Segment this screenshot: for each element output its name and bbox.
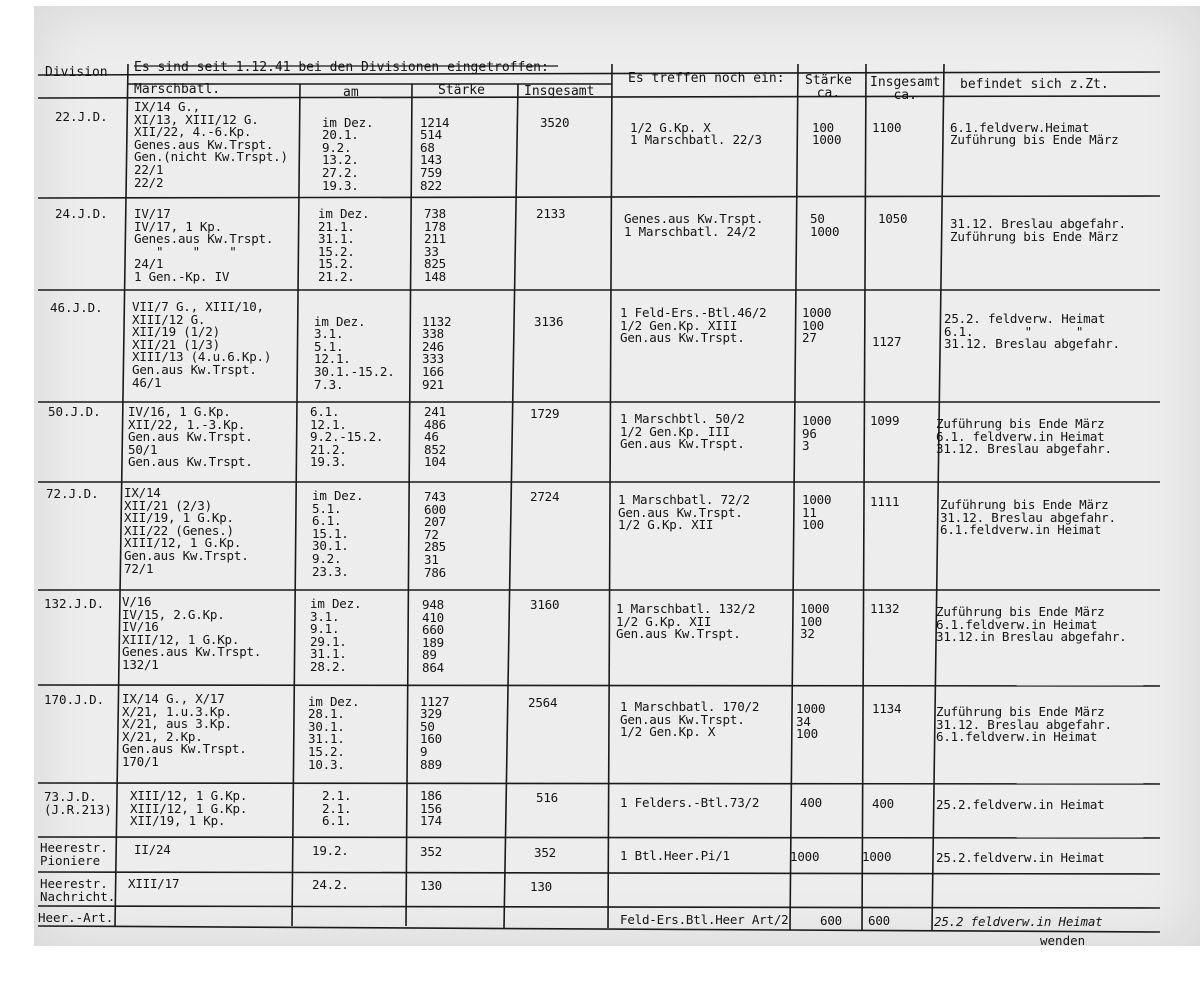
header-befindet: befindet sich z.Zt.: [960, 77, 1109, 92]
row-staerke-ca: 1000 96 3: [802, 413, 832, 454]
row-befindet: Zuführung bis Ende März 31.12. Breslau abgefahr. 6.1.feldverw.in Heimat: [936, 704, 1112, 745]
row-staerke-ca: 1000 11 100: [802, 492, 832, 533]
row-division: 170.J.D.: [44, 692, 105, 707]
row-treffen: 1 Btl.Heer.Pi/1: [620, 848, 730, 863]
row-am: 24.2.: [312, 877, 349, 892]
header-staerke-ca: Stärke ca.: [805, 73, 852, 101]
row-staerke: 241 486 46 852 104: [424, 404, 446, 470]
header-division: Division: [45, 65, 108, 80]
row-marschbatl: IX/14 G., XI/13, XIII/12 G. XII/22, 4.-6.Kp. Genes.aus Kw.Trspt. Gen.(nicht Kw.Trspt.) 22/1 22/2: [134, 99, 288, 190]
row-insgesamt-ca: 1000: [862, 849, 892, 864]
row-division: 24.J.D.: [55, 206, 108, 221]
row-insgesamt: 1729: [530, 406, 560, 421]
row-insgesamt: 2724: [530, 489, 560, 504]
row-staerke: 738 178 211 33 825 148: [424, 206, 446, 284]
row-division: 73.J.D. (J.R.213): [44, 789, 112, 817]
row-division: 132.J.D.: [44, 596, 105, 611]
row-staerke-ca: 50 1000: [810, 211, 840, 239]
row-befindet: 31.12. Breslau abgefahr. Zuführung bis Ende März: [950, 216, 1126, 244]
row-marschbatl: II/24: [134, 842, 171, 857]
row-division: Heer.-Art.: [38, 910, 114, 925]
row-treffen: 1 Marschbatl. 170/2 Gen.aus Kw.Trspt. 1/2 Gen.Kp. X: [620, 699, 760, 740]
row-insgesamt-ca: 1111: [870, 494, 900, 509]
row-insgesamt-ca: 1134: [872, 701, 902, 716]
row-befindet: 25.2. feldverw. Heimat 6.1. " " 31.12. Breslau abgefahr.: [944, 311, 1120, 352]
row-marschbatl: VII/7 G., XIII/10, XIII/12 G. XII/19 (1/2) XII/21 (1/3) XIII/13 (4.u.6.Kp.) Gen.aus Kw.Trspt. 46/1: [132, 299, 272, 390]
row-insgesamt: 3520: [540, 114, 570, 130]
row-marschbatl: XIII/12, 1 G.Kp. XIII/12, 1 G.Kp. XII/19, 1 Kp.: [130, 788, 248, 829]
row-division: 50.J.D.: [48, 404, 101, 419]
row-staerke-ca: 1000 34 100: [796, 701, 826, 742]
row-marschbatl: IX/14 G., X/17 X/21, 1.u.3.Kp. X/21, aus 3.Kp. X/21, 2.Kp. Gen.aus Kw.Trspt. 170/1: [122, 691, 247, 769]
row-befindet: Zuführung bis Ende März 31.12. Breslau abgefahr. 6.1.feldverw.in Heimat: [940, 497, 1116, 538]
row-am: im Dez. 28.1. 30.1. 31.1. 15.2. 10.3.: [308, 693, 360, 772]
row-staerke-ca: 1000: [790, 849, 820, 864]
row-am: 6.1. 12.1. 9.2.-15.2. 21.2. 19.3.: [310, 404, 384, 470]
header-insgesamt-ca: Insgesamt ca.: [870, 75, 941, 103]
row-treffen: 1 Marschbatl. 132/2 1/2 G.Kp. XII Gen.aus Kw.Trspt.: [616, 601, 756, 642]
row-befindet: Zuführung bis Ende März 6.1. feldverw.in Heimat 31.12. Breslau abgefahr.: [936, 416, 1112, 457]
row-staerke: 1132 338 246 333 166 921: [422, 313, 452, 392]
row-treffen: Feld-Ers.Btl.Heer Art/2: [620, 912, 789, 927]
row-staerke: 1127 329 50 160 9 889: [420, 693, 450, 772]
row-befindet: Zuführung bis Ende März 6.1.feldverw.in Heimat 31.12.in Breslau abgefahr.: [936, 604, 1127, 645]
row-treffen: 1 Felders.-Btl.73/2: [620, 795, 760, 810]
row-staerke: 1214 514 68 143 759 822: [420, 114, 450, 193]
row-marschbatl: V/16 IV/15, 2.G.Kp. IV/16 XIII/12, 1 G.Kp. Genes.aus Kw.Trspt. 132/1: [122, 594, 262, 672]
row-division: Heerestr. Nachricht.: [40, 876, 116, 904]
row-treffen: Genes.aus Kw.Trspt. 1 Marschbatl. 24/2: [624, 211, 764, 239]
row-staerke: 948 410 660 189 89 864: [422, 597, 444, 675]
header-insgesamt: Insgesamt: [524, 84, 595, 99]
row-treffen: 1 Marschbatl. 72/2 Gen.aus Kw.Trspt. 1/2 G.Kp. XII: [618, 492, 750, 533]
header-staerke: Stärke: [438, 83, 485, 98]
row-am: im Dez. 3.1. 5.1. 12.1. 30.1.-15.2. 7.3.: [314, 313, 395, 392]
row-staerke-ca: 1000 100 32: [800, 601, 830, 642]
row-insgesamt-ca: 1099: [870, 413, 900, 428]
row-staerke: 186 156 174: [420, 788, 442, 829]
row-marschbatl: IV/17 IV/17, 1 Kp. Genes.aus Kw.Trspt. " " " 24/1 1 Gen.-Kp. IV: [134, 206, 274, 284]
row-staerke: 352: [420, 844, 442, 859]
row-befindet: 25.2 feldverw.in Heimat: [934, 914, 1103, 929]
row-am: 19.2.: [312, 843, 349, 858]
row-marschbatl: IV/16, 1 G.Kp. XII/22, 1.-3.Kp. Gen.aus Kw.Trspt. 50/1 Gen.aus Kw.Trspt.: [128, 404, 253, 470]
row-staerke-ca: 600: [820, 913, 842, 928]
row-insgesamt: 2133: [536, 206, 566, 221]
row-insgesamt-ca: 1100: [872, 119, 902, 135]
row-division: 46.J.D.: [50, 300, 103, 315]
header-treffen-noch-ein: Es treffen noch ein:: [628, 71, 785, 86]
row-am: im Dez. 5.1. 6.1. 15.1. 30.1. 9.2. 23.3.: [312, 488, 364, 579]
row-insgesamt-ca: 600: [868, 913, 890, 928]
row-division: 22.J.D.: [55, 109, 108, 124]
row-staerke-ca: 100 1000: [812, 119, 842, 148]
header-am: am: [343, 85, 359, 100]
row-befindet: 6.1.feldverw.Heimat Zuführung bis Ende März: [950, 119, 1119, 148]
row-insgesamt: 352: [534, 845, 556, 860]
row-staerke: 743 600 207 72 285 31 786: [424, 489, 446, 580]
header-arrived-group: Es sind seit 1.12.41 bei den Divisionen eingetroffen:: [134, 60, 549, 75]
row-staerke-ca: 1000 100 27: [802, 305, 832, 346]
turn-over-note: wenden: [1040, 933, 1086, 948]
row-insgesamt: 2564: [528, 695, 558, 710]
row-treffen: 1 Feld-Ers.-Btl.46/2 1/2 Gen.Kp. XIII Gen.aus Kw.Trspt.: [620, 305, 767, 346]
row-insgesamt-ca: 400: [872, 796, 894, 811]
row-insgesamt: 3160: [530, 597, 560, 612]
row-marschbatl: IX/14 XII/21 (2/3) XII/19, 1 G.Kp. XII/22 (Genes.) XIII/12, 1 G.Kp. Gen.aus Kw.Trspt. 72/1: [124, 485, 249, 576]
row-staerke: 130: [420, 878, 442, 893]
row-insgesamt: 130: [530, 879, 552, 894]
row-am: im Dez. 21.1. 31.1. 15.2. 15.2. 21.2.: [318, 206, 370, 284]
row-division: Heerestr. Pioniere: [40, 840, 108, 868]
row-treffen: 1/2 G.Kp. X 1 Marschbatl. 22/3: [630, 119, 762, 148]
row-befindet: 25.2.feldverw.in Heimat: [936, 797, 1105, 812]
row-insgesamt-ca: 1132: [870, 601, 900, 616]
row-insgesamt: 516: [536, 790, 558, 805]
row-division: 72.J.D.: [46, 486, 99, 501]
header-marschbatl: Marschbatl.: [134, 82, 221, 97]
row-am: im Dez. 20.1. 9.2. 13.2. 27.2. 19.3.: [322, 114, 374, 193]
row-befindet: 25.2.feldverw.in Heimat: [936, 850, 1105, 865]
row-insgesamt: 3136: [534, 313, 564, 329]
row-staerke-ca: 400: [800, 795, 822, 810]
row-marschbatl: XIII/17: [128, 876, 180, 891]
row-am: 2.1. 2.1. 6.1.: [322, 788, 352, 829]
row-am: im Dez. 3.1. 9.1. 29.1. 31.1. 28.2.: [310, 596, 362, 674]
row-insgesamt-ca: 1127: [872, 334, 902, 350]
row-insgesamt-ca: 1050: [878, 211, 908, 226]
row-treffen: 1 Marschbtl. 50/2 1/2 Gen.Kp. III Gen.aus Kw.Trspt.: [620, 411, 745, 452]
